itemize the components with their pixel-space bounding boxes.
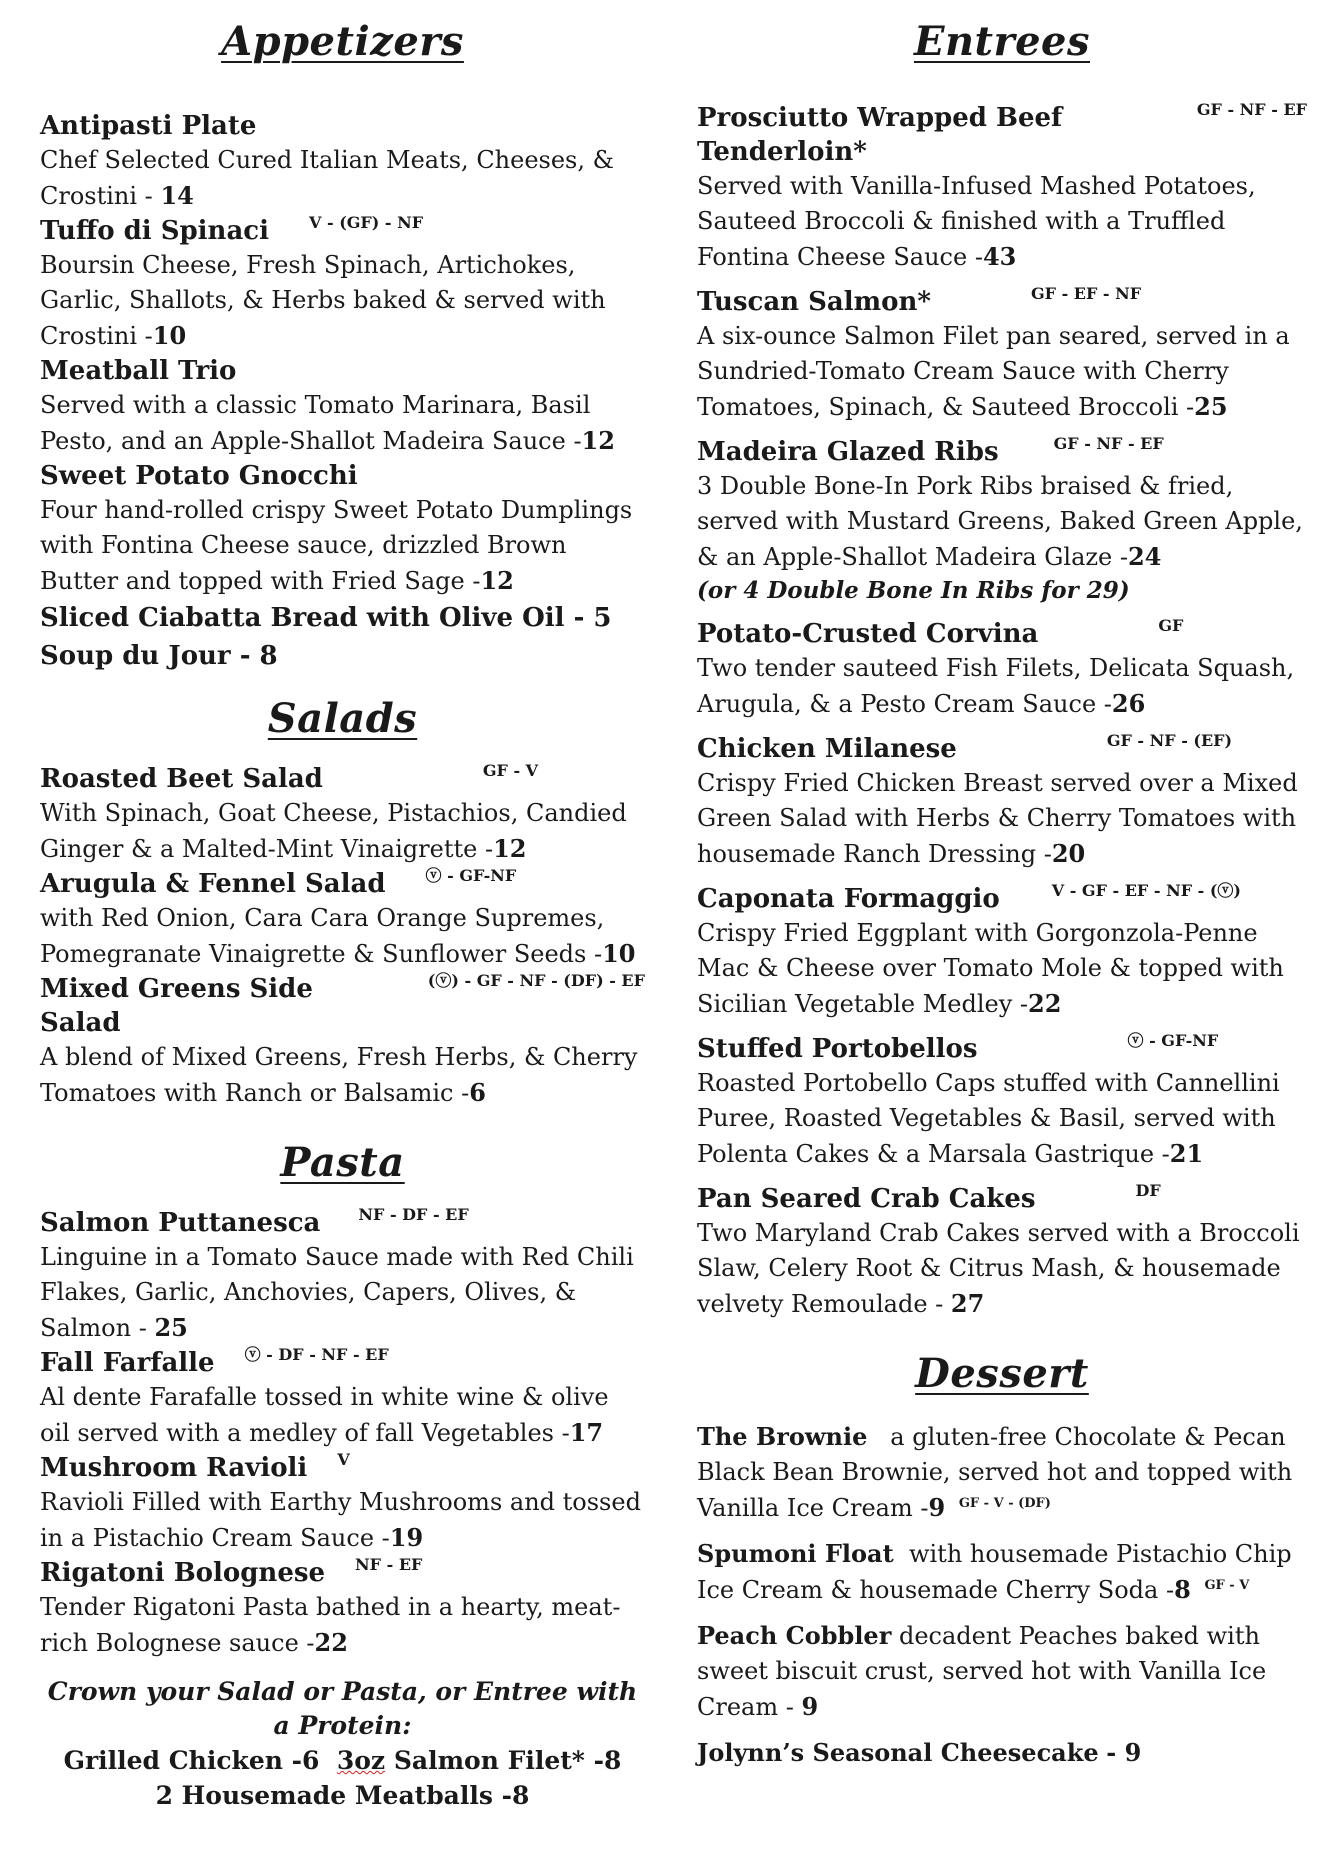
menu-item-puttanesca bbox=[40, 1206, 645, 1346]
dietary-tags: V - GF - EF - NF - (ⓥ) bbox=[1051, 881, 1241, 900]
item-price: 10 bbox=[602, 939, 636, 968]
menu-item-crab-cakes bbox=[697, 1182, 1307, 1322]
dessert-heading: Dessert bbox=[915, 1350, 1089, 1397]
item-desc: Two Maryland Crab Cakes served with a Broccoli Slaw, Celery Root & Citrus Mash, & housemade velvety Remoulade - bbox=[697, 1219, 1300, 1318]
pasta-heading: Pasta bbox=[280, 1139, 405, 1186]
menu-item-peach-cobbler bbox=[697, 1618, 1307, 1725]
addon-salmon: Salmon Filet* -8 bbox=[393, 1746, 622, 1775]
item-desc: Served with a classic Tomato Marinara, Basil Pesto, and an Apple-Shallot Madeira Sauce - bbox=[40, 391, 591, 455]
item-desc: Linguine in a Tomato Sauce made with Red Chili Flakes, Garlic, Anchovies, Capers, Olives, & Salmon - bbox=[40, 1243, 634, 1342]
item-name: Arugula & Fennel Salad bbox=[40, 869, 386, 899]
dietary-tags: GF - V bbox=[1204, 1578, 1250, 1593]
item-name: Sweet Potato Gnocchi bbox=[40, 461, 358, 491]
item-price: 19 bbox=[389, 1523, 424, 1552]
menu-item-tuscan-salmon bbox=[697, 285, 1307, 425]
dietary-tags: NF - DF - EF bbox=[358, 1205, 469, 1224]
item-price: 9 bbox=[801, 1692, 819, 1721]
menu-item-madeira-ribs bbox=[697, 435, 1307, 607]
item-price: - 8 bbox=[239, 641, 278, 671]
item-desc: Al dente Farafalle tossed in white wine & olive oil served with a medley of fall Vegetables - bbox=[40, 1383, 609, 1447]
menu-item-fall-farfalle bbox=[40, 1346, 645, 1451]
dietary-tags: GF bbox=[1158, 616, 1184, 635]
menu-item-mixed-greens bbox=[40, 972, 645, 1111]
item-name: Meatball Trio bbox=[40, 356, 237, 386]
right-column bbox=[697, 0, 1307, 1781]
dietary-tags: ⓥ - DF - NF - EF bbox=[244, 1345, 389, 1364]
item-price: 20 bbox=[1051, 839, 1086, 868]
item-price: 22 bbox=[1028, 989, 1062, 1018]
item-name: Prosciutto Wrapped Beef Tenderloin* bbox=[697, 103, 1063, 167]
pasta-list bbox=[40, 1206, 645, 1661]
left-column bbox=[40, 0, 645, 1813]
item-desc: A six-ounce Salmon Filet pan seared, served in a Sundried-Tomato Cream Sauce with Cherry Tomatoes, Spinach, & Sauteed Broccoli - bbox=[697, 322, 1290, 421]
item-name: Jolynn’s Seasonal Cheesecake bbox=[697, 1738, 1099, 1767]
item-price: 26 bbox=[1111, 689, 1146, 718]
item-desc: a gluten-free Chocolate & Pecan Black Bean Brownie, served hot and topped with Vanilla Ice Cream - bbox=[697, 1423, 1293, 1522]
item-name: Pan Seared Crab Cakes bbox=[697, 1184, 1036, 1214]
menu-item-brownie bbox=[697, 1419, 1307, 1526]
menu-item-meatball-trio bbox=[40, 354, 645, 459]
item-desc: Tender Rigatoni Pasta bathed in a hearty, meat-rich Bolognese sauce - bbox=[40, 1593, 621, 1657]
menu-item-portobellos bbox=[697, 1032, 1307, 1172]
item-price: 17 bbox=[569, 1418, 604, 1447]
dietary-tags: V - (GF) - NF bbox=[309, 213, 424, 232]
addon-chicken: Grilled Chicken -6 bbox=[63, 1746, 320, 1775]
item-name: Chicken Milanese bbox=[697, 734, 957, 764]
item-name: Stuffed Portobellos bbox=[697, 1034, 978, 1064]
item-desc: With Spinach, Goat Cheese, Pistachios, Candied Ginger & a Malted-Mint Vinaigrette - bbox=[40, 799, 627, 863]
menu-item-soup bbox=[40, 637, 645, 675]
protein-addon-box bbox=[40, 1675, 645, 1813]
menu-item-cheesecake bbox=[697, 1735, 1307, 1771]
item-name: Tuscan Salmon* bbox=[697, 287, 931, 317]
menu-item-corvina bbox=[697, 617, 1307, 722]
dietary-tags: ⓥ - GF-NF bbox=[1127, 1031, 1219, 1050]
menu-item-spumoni bbox=[697, 1536, 1307, 1608]
menu-item-rigatoni bbox=[40, 1556, 645, 1661]
menu-item-beet-salad bbox=[40, 762, 645, 867]
item-price: 12 bbox=[581, 426, 615, 455]
item-desc: Four hand-rolled crispy Sweet Potato Dumplings with Fontina Cheese sauce, drizzled Brown Butter and topped with Fried Sage - bbox=[40, 496, 633, 595]
dietary-tags: GF - NF - (EF) bbox=[1106, 731, 1233, 750]
menu-item-beef-tenderloin bbox=[697, 101, 1307, 275]
item-desc: Served with Vanilla-Infused Mashed Potatoes, Sauteed Broccoli & finished with a Truffled Fontina Cheese Sauce - bbox=[697, 172, 1256, 271]
item-desc: decadent Peaches baked with sweet biscuit crust, served hot with Vanilla Ice Cream - bbox=[697, 1622, 1267, 1721]
item-name: Soup du Jour bbox=[40, 641, 231, 671]
item-name: Antipasti Plate bbox=[40, 111, 257, 141]
protein-addon-line-2: 2 Housemade Meatballs -8 bbox=[155, 1781, 530, 1810]
dessert-list bbox=[697, 1419, 1307, 1771]
item-price: 8 bbox=[1174, 1575, 1191, 1604]
item-desc: 3 Double Bone-In Pork Ribs braised & fried, served with Mustard Greens, Baked Green Apple, & an Apple-Shallot Madeira Glaze - bbox=[697, 472, 1303, 571]
addon-salmon-size: 3oz bbox=[336, 1746, 386, 1775]
item-desc: with Red Onion, Cara Cara Orange Supremes, Pomegranate Vinaigrette & Sunflower Seeds - bbox=[40, 904, 605, 968]
item-name: Salmon Puttanesca bbox=[40, 1208, 321, 1238]
item-desc: Crispy Fried Eggplant with Gorgonzola-Penne Mac & Cheese over Tomato Mole & topped with Sicilian Vegetable Medley - bbox=[697, 919, 1284, 1018]
item-name: Roasted Beet Salad bbox=[40, 764, 323, 794]
item-name: Mushroom Ravioli bbox=[40, 1453, 308, 1483]
item-desc: Roasted Portobello Caps stuffed with Cannellini Puree, Roasted Vegetables & Basil, served with Polenta Cakes & a Marsala Gastrique - bbox=[697, 1069, 1280, 1168]
item-name: Peach Cobbler bbox=[697, 1621, 892, 1650]
menu-item-arugula-fennel bbox=[40, 867, 645, 972]
item-name: Caponata Formaggio bbox=[697, 884, 1000, 914]
item-name: Tuffo di Spinaci bbox=[40, 216, 269, 246]
dietary-tags: GF - V - (DF) bbox=[958, 1496, 1051, 1511]
item-price: 14 bbox=[160, 181, 194, 210]
item-desc: Ravioli Filled with Earthy Mushrooms and tossed in a Pistachio Cream Sauce - bbox=[40, 1488, 641, 1552]
item-price: 25 bbox=[1194, 392, 1228, 421]
dietary-tags: V bbox=[337, 1450, 350, 1469]
item-name: Spumoni Float bbox=[697, 1539, 894, 1568]
dietary-tags: DF bbox=[1135, 1181, 1161, 1200]
item-price: 12 bbox=[480, 566, 514, 595]
item-name: Rigatoni Bolognese bbox=[40, 1558, 326, 1588]
item-price: 22 bbox=[314, 1628, 348, 1657]
dietary-tags: GF - V bbox=[482, 761, 539, 780]
menu-item-mushroom-ravioli bbox=[40, 1451, 645, 1556]
item-name: Sliced Ciabatta Bread with Olive Oil bbox=[40, 603, 565, 633]
item-price: 12 bbox=[493, 834, 527, 863]
item-name: Fall Farfalle bbox=[40, 1348, 215, 1378]
menu-item-antipasti bbox=[40, 109, 645, 214]
item-price: 25 bbox=[154, 1313, 188, 1342]
salads-list bbox=[40, 762, 645, 1111]
item-price: - 5 bbox=[573, 603, 612, 633]
item-name: Potato-Crusted Corvina bbox=[697, 619, 1039, 649]
salads-heading: Salads bbox=[267, 695, 418, 742]
dietary-tags: GF - NF - EF bbox=[1053, 434, 1164, 453]
item-desc: Two tender sauteed Fish Filets, Delicata Squash, Arugula, & a Pesto Cream Sauce - bbox=[697, 654, 1295, 718]
item-desc: Boursin Cheese, Fresh Spinach, Artichokes, Garlic, Shallots, & Herbs baked & served with Crostini - bbox=[40, 251, 606, 350]
appetizers-heading: Appetizers bbox=[221, 18, 464, 65]
dietary-tags: (ⓥ) - GF - NF - (DF) - EF bbox=[427, 971, 645, 990]
item-name: The Brownie bbox=[697, 1422, 868, 1451]
item-price: 24 bbox=[1128, 542, 1162, 571]
dietary-tags: GF - NF - EF bbox=[1196, 100, 1307, 119]
appetizers-list bbox=[40, 109, 645, 675]
item-price: 21 bbox=[1169, 1139, 1204, 1168]
menu-item-chicken-milanese bbox=[697, 732, 1307, 872]
dietary-tags: NF - EF bbox=[355, 1555, 423, 1574]
item-desc: with housemade Pistachio Chip Ice Cream & housemade Cherry Soda - bbox=[697, 1540, 1292, 1604]
protein-addon-line-1 bbox=[40, 1743, 645, 1778]
item-price: 10 bbox=[152, 321, 187, 350]
menu-item-ciabatta bbox=[40, 599, 645, 637]
dietary-tags: GF - EF - NF bbox=[1031, 284, 1142, 303]
item-price: 43 bbox=[982, 242, 1017, 271]
entrees-heading: Entrees bbox=[913, 18, 1091, 65]
dietary-tags: ⓥ - GF-NF bbox=[425, 866, 517, 885]
menu-item-tuffo bbox=[40, 214, 645, 354]
menu-item-gnocchi bbox=[40, 459, 645, 599]
item-price: 6 bbox=[469, 1078, 486, 1107]
item-price: 9 bbox=[928, 1493, 946, 1522]
item-name: Madeira Glazed Ribs bbox=[697, 437, 999, 467]
item-name: Mixed Greens Side Salad bbox=[40, 974, 313, 1038]
protein-addon-title: Crown your Salad or Pasta, or Entree with a Protein: bbox=[47, 1677, 638, 1740]
entrees-list bbox=[697, 101, 1307, 1322]
item-desc: Crispy Fried Chicken Breast served over a Mixed Green Salad with Herbs & Cherry Tomatoes with housemade Ranch Dressing - bbox=[697, 769, 1298, 868]
item-desc: A blend of Mixed Greens, Fresh Herbs, & Cherry Tomatoes with Ranch or Balsamic - bbox=[40, 1043, 638, 1107]
item-price: 27 bbox=[950, 1289, 985, 1318]
menu-item-caponata bbox=[697, 882, 1307, 1022]
item-alt-option: (or 4 Double Bone In Ribs for 29) bbox=[697, 577, 1130, 604]
item-desc: Chef Selected Cured Italian Meats, Cheeses, & Crostini - bbox=[40, 146, 614, 210]
item-price: - 9 bbox=[1106, 1738, 1142, 1767]
